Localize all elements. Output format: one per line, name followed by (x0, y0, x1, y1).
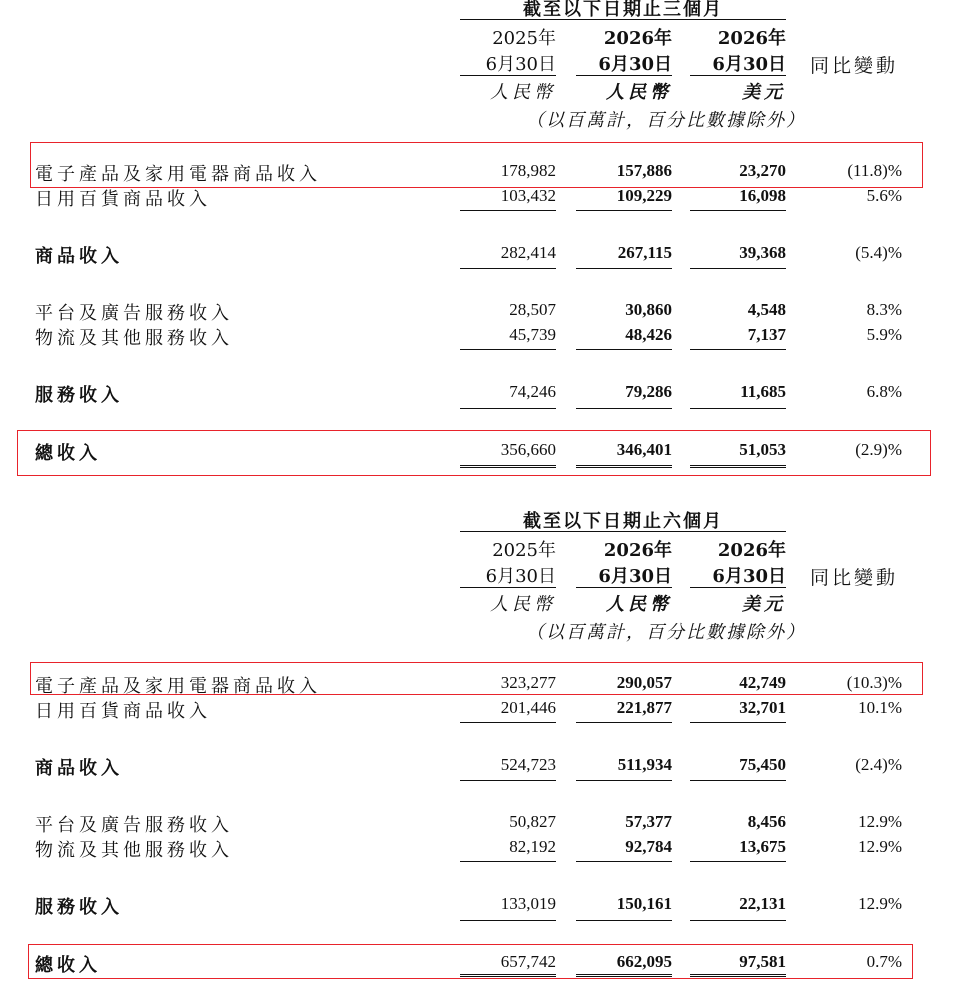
cell-change: (2.4)% (855, 755, 902, 774)
cell-2026-rmb: 48,426 (625, 325, 672, 344)
col1-date: 6月30日 (485, 566, 556, 587)
row-label: 平台及廣告服務收入 (35, 815, 233, 836)
cell-2025: 178,982 (500, 161, 556, 180)
cell-2025: 282,414 (500, 243, 556, 262)
row-label: 物流及其他服務收入 (35, 840, 233, 861)
six-month-table (0, 500, 960, 982)
col1-year: 2025年 (492, 540, 556, 561)
cell-2026-rmb: 511,934 (617, 755, 672, 774)
subtotal-rule (576, 722, 672, 723)
change-header: 同比變動 (810, 55, 899, 77)
col1-currency: 人民幣 (490, 82, 556, 103)
col1-date: 6月30日 (485, 54, 556, 75)
col2-year: 2026年 (603, 28, 672, 49)
col2-date: 6月30日 (598, 566, 672, 587)
col3-year: 2026年 (717, 28, 786, 49)
cell-2026-rmb: 157,886 (616, 161, 672, 180)
cell-2025: 133,019 (500, 894, 556, 913)
cell-change: 5.9% (866, 325, 902, 344)
cell-2026-usd: 23,270 (739, 161, 786, 180)
header-rule-col3 (690, 587, 786, 588)
row-label: 物流及其他服務收入 (35, 328, 233, 349)
col1-year: 2025年 (492, 28, 556, 49)
cell-change: 8.3% (866, 300, 902, 319)
col3-currency: 美元 (742, 594, 786, 615)
cell-2025: 103,432 (500, 186, 556, 205)
cell-2026-usd: 22,131 (739, 894, 786, 913)
cell-2026-usd: 8,456 (747, 812, 786, 831)
cell-2026-usd: 7,137 (747, 325, 786, 344)
cell-change: 12.9% (858, 894, 902, 913)
cell-change: (5.4)% (855, 243, 902, 262)
subtotal-rule (460, 920, 556, 921)
cell-2025: 28,507 (509, 300, 556, 319)
cell-2025: 45,739 (509, 325, 556, 344)
cell-change: 10.1% (858, 698, 902, 717)
cell-2026-rmb: 150,161 (616, 894, 672, 913)
header-rule-col3 (690, 75, 786, 76)
cell-2026-usd: 97,581 (739, 952, 786, 971)
period-title: 截至以下日期止六個月 (523, 511, 723, 532)
subtotal-rule (576, 210, 672, 211)
cell-2025: 524,723 (500, 755, 556, 774)
cell-2026-usd: 16,098 (739, 186, 786, 205)
header-rule-col1 (460, 587, 556, 588)
subtotal-rule (576, 861, 672, 862)
cell-2026-rmb: 109,229 (616, 186, 672, 205)
row-label: 商品收入 (35, 758, 123, 779)
cell-2026-usd: 13,675 (739, 837, 786, 856)
cell-2026-rmb: 662,095 (616, 952, 672, 971)
row-label: 日用百貨商品收入 (35, 189, 211, 210)
period-title-rule (460, 531, 786, 532)
subtotal-rule (690, 349, 786, 350)
period-title-rule (460, 19, 786, 20)
highlight-box (17, 430, 931, 476)
cell-2026-rmb: 92,784 (625, 837, 672, 856)
highlight-box (30, 142, 923, 188)
subtotal-rule (460, 268, 556, 269)
col3-date: 6月30日 (712, 54, 786, 75)
cell-change: 5.6% (866, 186, 902, 205)
subtotal-rule (576, 268, 672, 269)
row-label: 日用百貨商品收入 (35, 701, 211, 722)
cell-2026-usd: 11,685 (740, 382, 786, 401)
row-label: 平台及廣告服務收入 (35, 303, 233, 324)
subtotal-rule (576, 408, 672, 409)
cell-2026-rmb: 346,401 (616, 440, 672, 459)
cell-2026-usd: 75,450 (739, 755, 786, 774)
cell-change: (2.9)% (855, 440, 902, 459)
cell-2026-rmb: 79,286 (625, 382, 672, 401)
col2-currency: 人民幣 (606, 82, 672, 103)
units-note: （以百萬計，百分比數據除外） (526, 622, 806, 643)
cell-change: 12.9% (858, 837, 902, 856)
col2-year: 2026年 (603, 540, 672, 561)
change-header: 同比變動 (810, 567, 899, 589)
cell-2025: 50,827 (509, 812, 556, 831)
cell-2026-rmb: 267,115 (617, 243, 672, 262)
cell-2025: 657,742 (500, 952, 556, 971)
subtotal-rule (460, 780, 556, 781)
cell-2026-usd: 42,749 (739, 673, 786, 692)
subtotal-rule (576, 920, 672, 921)
cell-change: 12.9% (858, 812, 902, 831)
col2-date: 6月30日 (598, 54, 672, 75)
subtotal-rule (690, 210, 786, 211)
cell-2026-rmb: 30,860 (625, 300, 672, 319)
cell-change: (11.8)% (847, 161, 902, 180)
cell-2026-rmb: 221,877 (616, 698, 672, 717)
col3-date: 6月30日 (712, 566, 786, 587)
cell-2026-usd: 51,053 (739, 440, 786, 459)
row-label: 服務收入 (35, 897, 123, 918)
subtotal-rule (460, 408, 556, 409)
col1-currency: 人民幣 (490, 594, 556, 615)
cell-change: 0.7% (866, 952, 902, 971)
row-label: 商品收入 (35, 246, 123, 267)
subtotal-rule (460, 861, 556, 862)
subtotal-rule (690, 920, 786, 921)
row-label: 服務收入 (35, 385, 123, 406)
cell-change: (10.3)% (846, 673, 902, 692)
cell-2026-usd: 4,548 (747, 300, 786, 319)
period-title: 截至以下日期止三個月 (523, 0, 723, 20)
header-rule-col2 (576, 587, 672, 588)
col3-year: 2026年 (717, 540, 786, 561)
subtotal-rule (460, 210, 556, 211)
subtotal-rule (460, 722, 556, 723)
row-label: 電子產品及家用電器商品收入 (35, 164, 321, 185)
units-note: （以百萬計，百分比數據除外） (526, 110, 806, 131)
header-rule-col2 (576, 75, 672, 76)
cell-change: 6.8% (866, 382, 902, 401)
cell-2026-rmb: 290,057 (616, 673, 672, 692)
row-label: 電子產品及家用電器商品收入 (35, 676, 321, 697)
cell-2025: 356,660 (500, 440, 556, 459)
subtotal-rule (690, 408, 786, 409)
subtotal-rule (690, 861, 786, 862)
subtotal-rule (690, 780, 786, 781)
cell-2026-usd: 32,701 (739, 698, 786, 717)
row-label: 總收入 (35, 443, 101, 464)
header-rule-col1 (460, 75, 556, 76)
cell-2025: 201,446 (500, 698, 556, 717)
row-label: 總收入 (35, 955, 101, 976)
cell-2025: 82,192 (509, 837, 556, 856)
highlight-box (30, 662, 923, 695)
subtotal-rule (576, 780, 672, 781)
cell-2025: 323,277 (500, 673, 556, 692)
subtotal-rule (576, 349, 672, 350)
subtotal-rule (460, 349, 556, 350)
cell-2025: 74,246 (509, 382, 556, 401)
highlight-box (28, 944, 913, 979)
col2-currency: 人民幣 (606, 594, 672, 615)
cell-2026-rmb: 57,377 (625, 812, 672, 831)
three-month-table (0, 0, 960, 478)
subtotal-rule (690, 722, 786, 723)
cell-2026-usd: 39,368 (739, 243, 786, 262)
col3-currency: 美元 (742, 82, 786, 103)
subtotal-rule (690, 268, 786, 269)
